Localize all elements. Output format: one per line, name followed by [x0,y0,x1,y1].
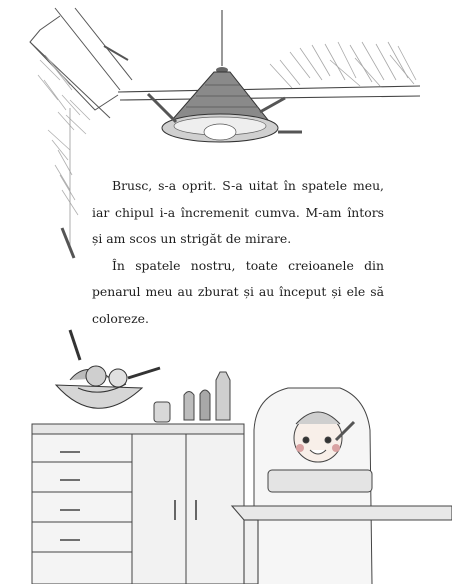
kitchen-counter [32,424,244,584]
paragraph-1: Brusc, s-a oprit. S-a uitat în spatele meu, iar chipul i-a încremenit cumva. M-am întors și am scos un strigăt de mirare. [92,178,384,246]
ceiling-hatching-right [270,42,416,88]
fruit-bowl-icon [56,330,160,408]
story-text [92,173,384,332]
jar-icon [154,402,170,422]
ceiling-edge [118,86,420,100]
baby-high-chair-icon [254,388,372,584]
ceiling-hatching-left [38,55,90,215]
bottle-icon [184,372,230,420]
paragraph-2: În spatele nostru, toate creioanele din penarul meu au zburat și au început și ele să coloreze. [92,257,384,326]
ceiling-lamp-icon [162,67,278,142]
ceiling-beam [30,8,132,118]
